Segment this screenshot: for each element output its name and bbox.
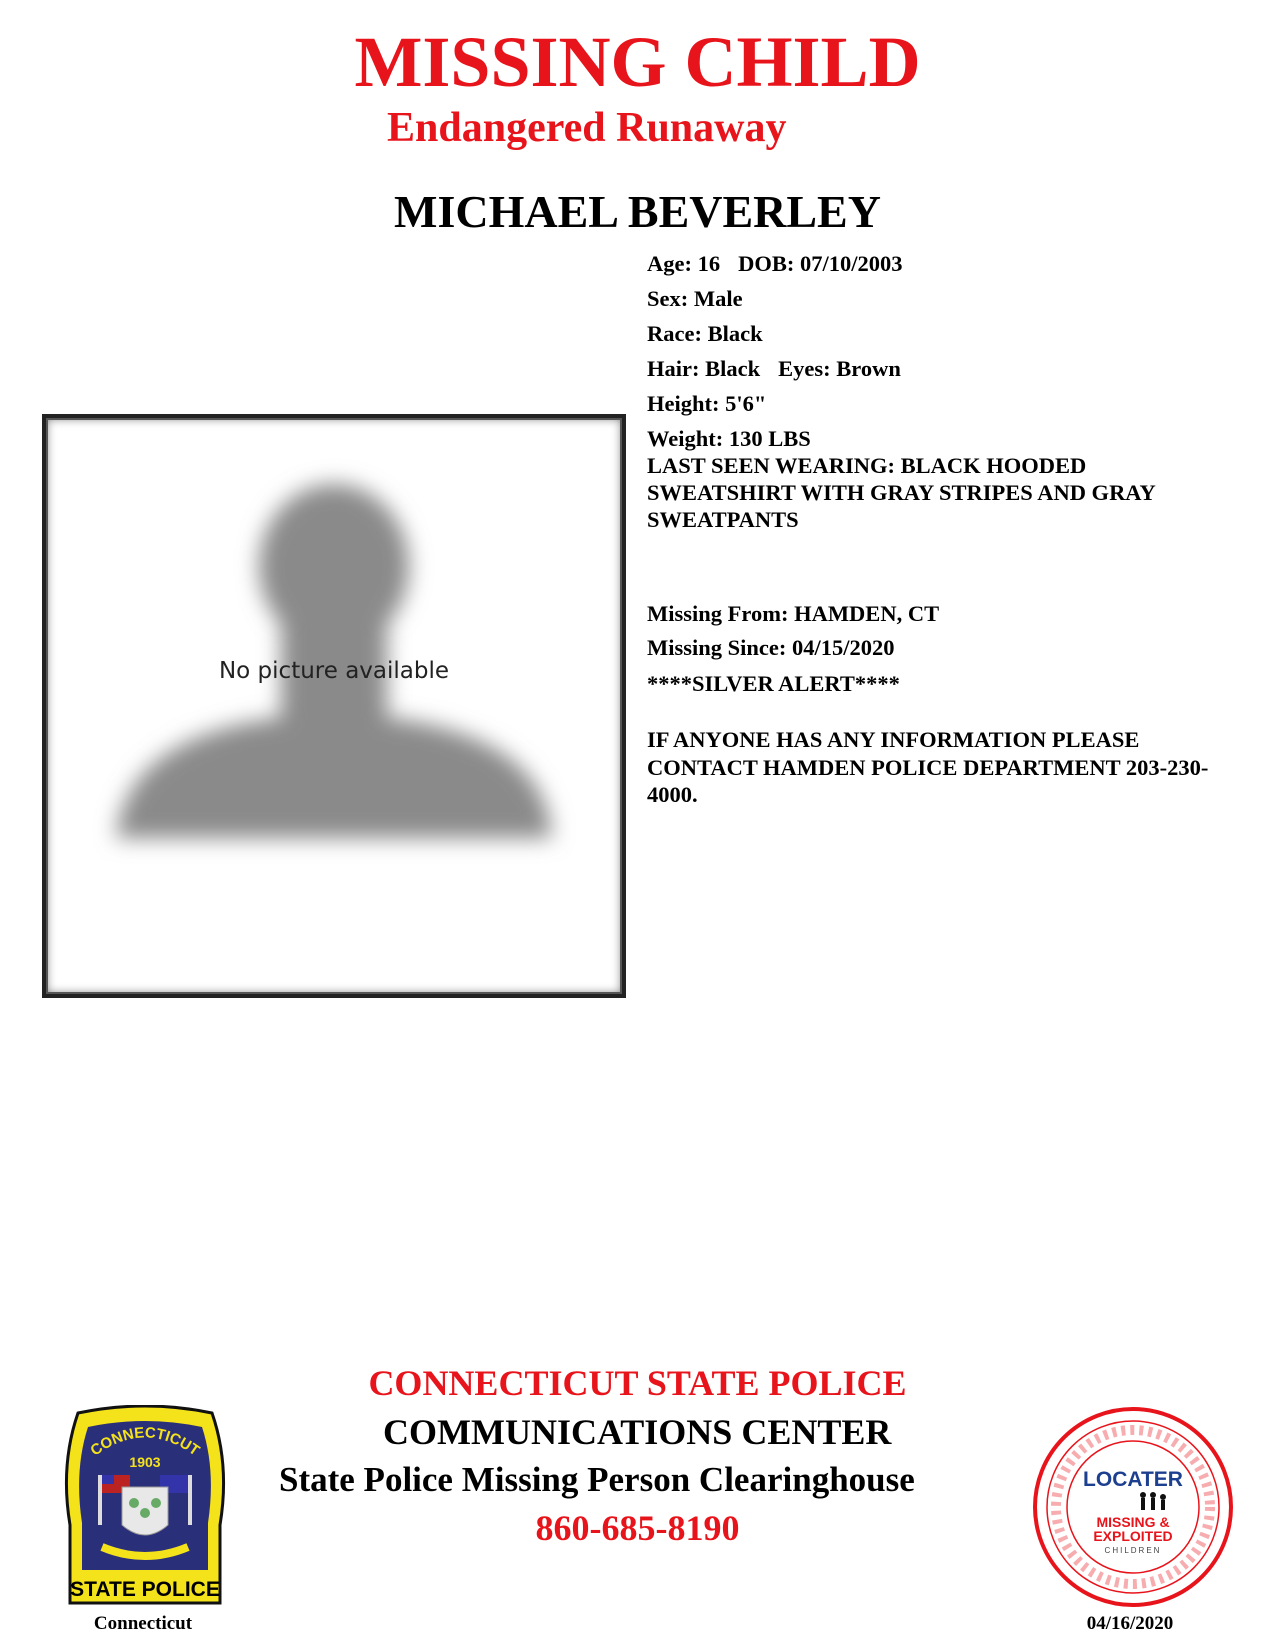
ncmec-line2: EXPLOITED: [1093, 1528, 1173, 1544]
last-seen-wearing: LAST SEEN WEARING: BLACK HOODED SWEATSHIRT WITH GRAY STRIPES AND GRAY SWEATPANTS: [647, 453, 1155, 532]
height-value: Height: 5'6": [647, 391, 767, 416]
ncmec-line1: MISSING &: [1096, 1514, 1170, 1530]
age-dob-line: [647, 250, 903, 278]
issue-date: 04/16/2020: [1086, 1613, 1174, 1634]
case-category: Endangered Runaway: [387, 105, 787, 151]
badge-top-text: CONNECTICUT: [87, 1424, 203, 1460]
sex-value: Sex: Male: [647, 286, 743, 311]
eyes-value: Eyes: Brown: [778, 356, 901, 381]
contact-instructions: IF ANYONE HAS ANY INFORMATION PLEASE CONTACT HAMDEN POLICE DEPARTMENT 203-230-4000.: [647, 727, 1209, 807]
badge-bottom-text: STATE POLICE: [70, 1578, 220, 1601]
state-caption: Connecticut: [93, 1613, 193, 1634]
clearinghouse-phone: 860-685-8190: [535, 1508, 740, 1548]
no-picture-label: No picture available: [218, 658, 450, 684]
ncmec-line3: CHILDREN: [1104, 1546, 1162, 1555]
missing-person-name: MICHAEL BEVERLEY: [394, 186, 881, 237]
communications-center: COMMUNICATIONS CENTER: [383, 1412, 892, 1452]
silver-alert-label: ****SILVER ALERT****: [647, 671, 900, 696]
person-silhouette-icon: [46, 418, 622, 994]
dob-value: DOB: 07/10/2003: [738, 251, 903, 276]
hair-eyes-line: [647, 355, 901, 383]
missing-since: Missing Since: 04/15/2020: [647, 635, 895, 660]
weight-value: Weight: 130 LBS: [647, 426, 811, 451]
ncmec-locater-logo-icon: [1028, 1405, 1238, 1610]
agency-name: CONNECTICUT STATE POLICE: [368, 1363, 907, 1403]
photo-placeholder: [42, 414, 626, 998]
state-police-badge-icon: [60, 1405, 230, 1610]
race-value: Race: Black: [647, 321, 763, 346]
missing-from: Missing From: HAMDEN, CT: [647, 601, 940, 626]
hair-value: Hair: Black: [647, 356, 761, 381]
age-value: Age: 16: [647, 251, 721, 276]
clearinghouse-name: State Police Missing Person Clearinghouse: [279, 1460, 915, 1499]
poster-headline: MISSING CHILD: [354, 22, 921, 102]
locater-title: LOCATER: [1083, 1468, 1183, 1491]
badge-year: 1903: [129, 1454, 161, 1470]
